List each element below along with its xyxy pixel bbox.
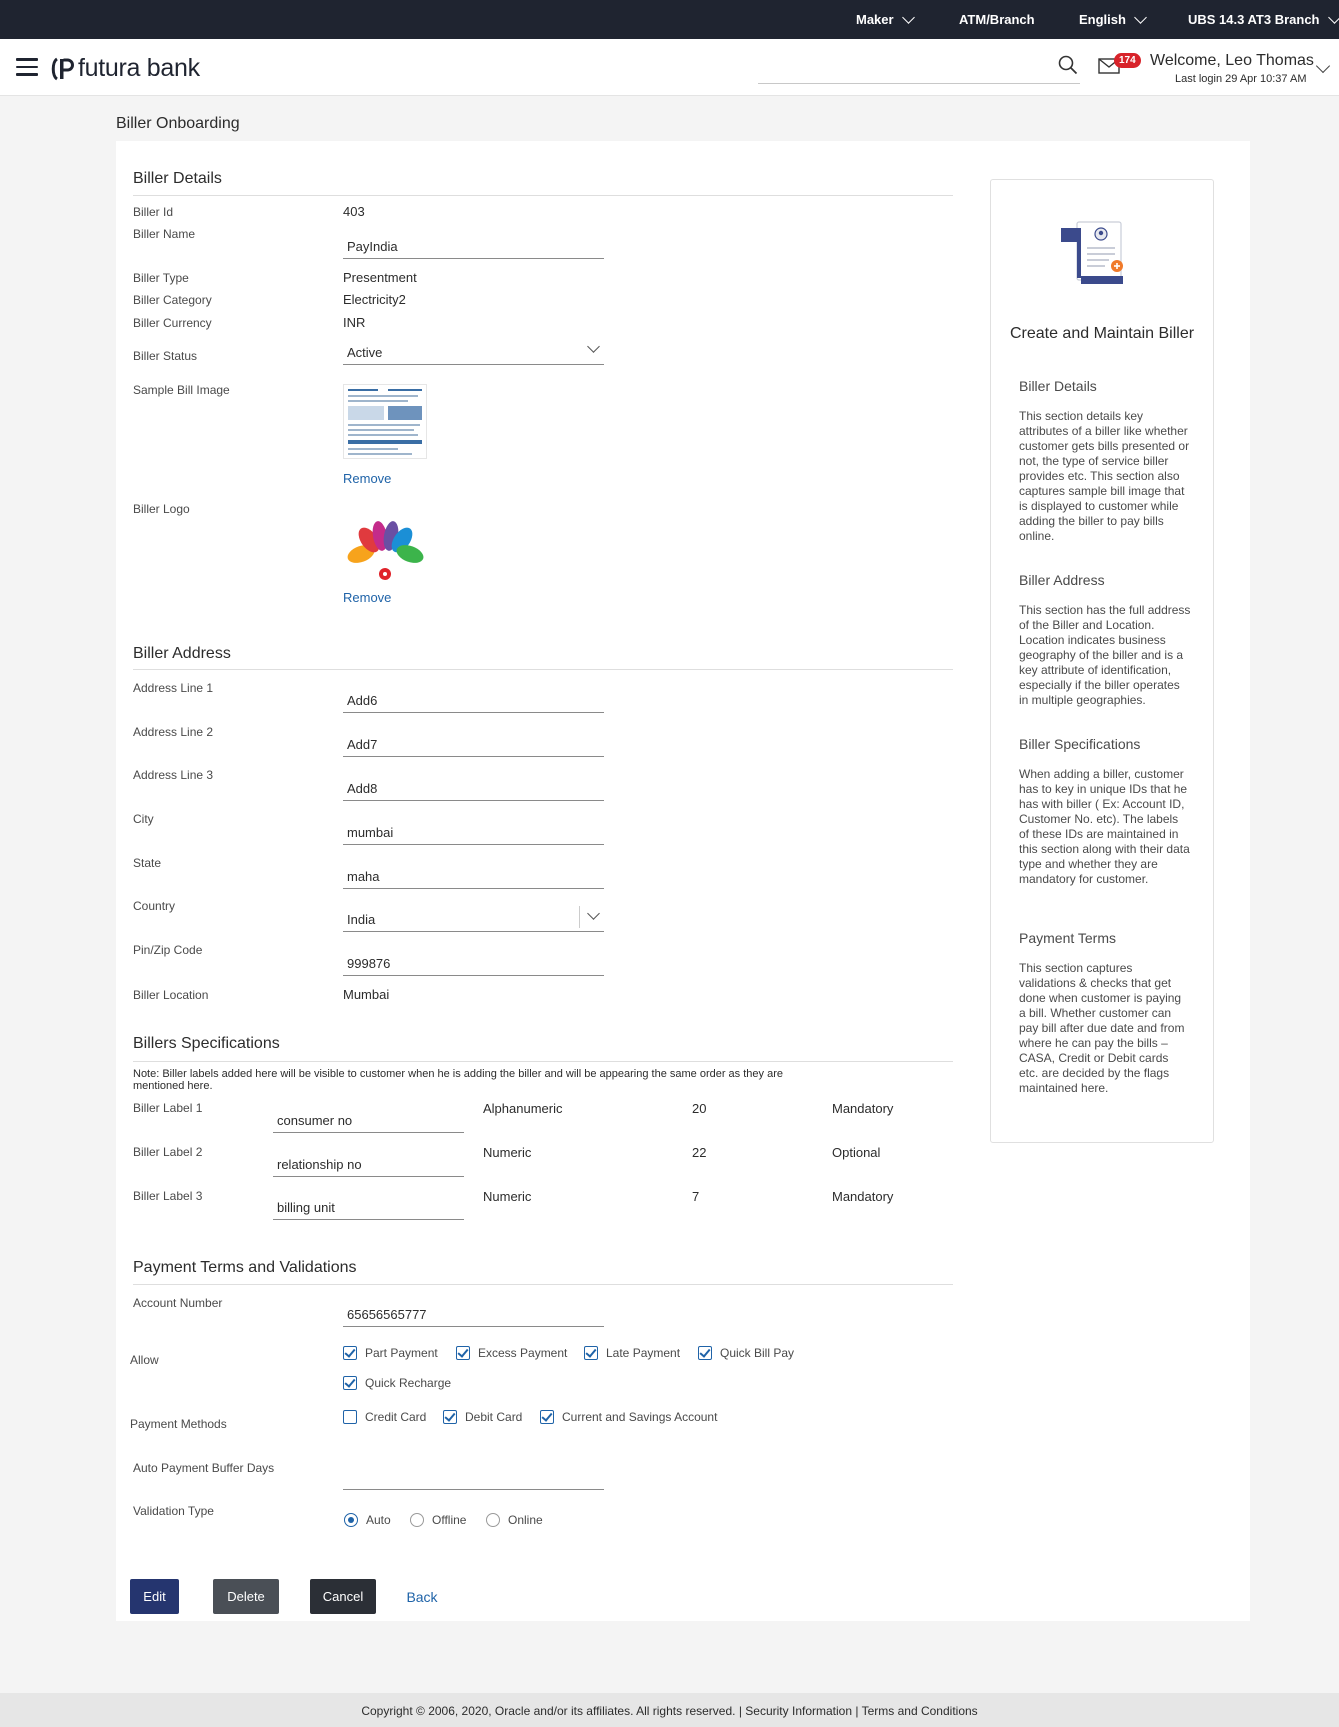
welcome-text: Welcome, Leo Thomas xyxy=(1150,52,1314,69)
casa-label: Current and Savings Account xyxy=(562,1410,718,1424)
futura-logo-icon xyxy=(50,56,74,82)
payment-methods-label: Payment Methods xyxy=(130,1417,227,1431)
biller-status-label: Biller Status xyxy=(133,349,198,363)
chevron-down-icon xyxy=(587,340,600,353)
select-separator xyxy=(579,906,580,928)
biller-type-label: Biller Type xyxy=(133,271,189,285)
biller-label-3-field[interactable]: billing unit xyxy=(273,1188,464,1220)
address-line2-label: Address Line 2 xyxy=(133,725,214,739)
branch-dropdown[interactable] xyxy=(1188,12,1339,27)
checkbox-checked-icon xyxy=(698,1346,712,1360)
buffer-days-label: Auto Payment Buffer Days xyxy=(133,1461,275,1475)
notification-badge: 174 xyxy=(1114,53,1141,68)
casa-checkbox[interactable] xyxy=(540,1410,717,1424)
late-payment-label: Late Payment xyxy=(606,1346,681,1360)
divider xyxy=(133,669,953,670)
specifications-title: Billers Specifications xyxy=(133,1035,280,1052)
validation-auto-label: Auto xyxy=(366,1513,391,1527)
quick-recharge-checkbox[interactable] xyxy=(343,1376,451,1390)
language-dropdown[interactable] xyxy=(1079,12,1145,27)
edit-button[interactable]: Edit xyxy=(130,1579,179,1614)
biller-category-value: Electricity2 xyxy=(343,292,406,307)
biller-label-3-label: Biller Label 3 xyxy=(133,1189,203,1203)
delete-button[interactable]: Delete xyxy=(213,1579,279,1614)
country-label: Country xyxy=(133,899,176,913)
country-select[interactable] xyxy=(343,900,604,932)
biller-logo-image xyxy=(345,518,425,582)
chevron-down-icon xyxy=(1328,11,1339,24)
search-icon[interactable] xyxy=(1058,55,1078,75)
menu-icon[interactable] xyxy=(16,58,38,76)
biller-name-field[interactable]: PayIndia xyxy=(343,227,604,259)
chevron-down-icon[interactable] xyxy=(1316,59,1330,73)
divider xyxy=(133,1284,953,1285)
biller-label-3-length: 7 xyxy=(692,1189,700,1204)
copyright-text: Copyright © 2006, 2020, Oracle and/or its affiliates. All rights reserved. xyxy=(361,1704,736,1718)
address-line1-label: Address Line 1 xyxy=(133,681,214,695)
validation-online-radio[interactable] xyxy=(486,1513,543,1527)
sample-bill-image xyxy=(343,384,427,459)
help-biller-details-title: Biller Details xyxy=(1019,378,1097,394)
excess-payment-label: Excess Payment xyxy=(478,1346,568,1360)
help-biller-details-text: This section details key attributes of a biller like whether customer gets bills presented or not, the type of service biller provides etc. This section also captures sample bill image that is displayed to customer while adding the biller to pay bills online. xyxy=(1019,409,1190,543)
biller-currency-label: Biller Currency xyxy=(133,316,212,330)
remove-logo-link[interactable]: Remove xyxy=(343,590,392,605)
country-value: India xyxy=(347,912,376,927)
checkbox-checked-icon xyxy=(343,1346,357,1360)
validation-online-label: Online xyxy=(508,1513,543,1527)
allow-label: Allow xyxy=(130,1353,159,1367)
language-label: English xyxy=(1079,12,1126,27)
page-title: Biller Onboarding xyxy=(116,115,240,132)
part-payment-label: Part Payment xyxy=(365,1346,438,1360)
header xyxy=(0,39,1339,96)
address-line3-field[interactable]: Add8 xyxy=(343,769,604,801)
help-payment-terms-text: This section captures validations & checks that get done when customer is paying a bill. Whether customer can pay bill after due date and from where he can pay the bills – CASA, Credit or Debit cards etc. are decided by the flags maintained here. xyxy=(1019,961,1185,1095)
help-biller-address-title: Biller Address xyxy=(1019,572,1105,588)
biller-label-3-type: Numeric xyxy=(483,1189,532,1204)
document-user-icon xyxy=(1059,218,1133,288)
biller-label-1-label: Biller Label 1 xyxy=(133,1101,203,1115)
checkbox-checked-icon xyxy=(443,1410,457,1424)
specifications-note: Note: Biller labels added here will be visible to customer when he is adding the biller and will be appearing the same order as they are mentioned here. xyxy=(133,1068,783,1092)
pin-label: Pin/Zip Code xyxy=(133,943,203,957)
biller-label-1-requirement: Mandatory xyxy=(832,1101,894,1116)
search-underline xyxy=(758,83,1080,84)
biller-label-1-field[interactable]: consumer no xyxy=(273,1101,464,1133)
terms-conditions-link[interactable]: Terms and Conditions xyxy=(861,1704,978,1718)
branch-label: UBS 14.3 AT3 Branch xyxy=(1188,12,1320,27)
debit-card-label: Debit Card xyxy=(465,1410,523,1424)
help-title: Create and Maintain Biller xyxy=(1009,325,1195,342)
buffer-days-field[interactable] xyxy=(343,1458,604,1490)
quick-bill-pay-label: Quick Bill Pay xyxy=(720,1346,795,1360)
biller-label-2-length: 22 xyxy=(692,1145,707,1160)
radio-unselected-icon xyxy=(410,1513,424,1527)
bank-logo[interactable] xyxy=(50,54,200,83)
quick-bill-pay-checkbox[interactable] xyxy=(698,1346,794,1360)
chevron-down-icon xyxy=(902,11,915,24)
city-label: City xyxy=(133,812,154,826)
checkbox-checked-icon xyxy=(584,1346,598,1360)
validation-auto-radio[interactable] xyxy=(344,1513,391,1527)
footer-separator: | xyxy=(738,1704,742,1718)
biller-label-2-type: Numeric xyxy=(483,1145,532,1160)
role-dropdown[interactable] xyxy=(856,12,913,27)
state-label: State xyxy=(133,856,162,870)
biller-label-2-field[interactable]: relationship no xyxy=(273,1145,464,1177)
remove-bill-image-link[interactable]: Remove xyxy=(343,471,392,486)
role-label: Maker xyxy=(856,12,894,27)
biller-address-title: Biller Address xyxy=(133,645,231,662)
atm-branch-link[interactable] xyxy=(959,12,1035,27)
validation-offline-label: Offline xyxy=(432,1513,467,1527)
chevron-down-icon xyxy=(1134,11,1147,24)
quick-recharge-label: Quick Recharge xyxy=(365,1376,452,1390)
biller-status-value: Active xyxy=(347,345,383,360)
account-number-label: Account Number xyxy=(133,1296,223,1310)
checkbox-checked-icon xyxy=(343,1376,357,1390)
state-field[interactable]: maha xyxy=(343,857,604,889)
validation-type-label: Validation Type xyxy=(133,1504,214,1518)
chevron-down-icon xyxy=(587,907,600,920)
credit-card-checkbox[interactable] xyxy=(343,1410,426,1424)
debit-card-checkbox[interactable] xyxy=(443,1410,522,1424)
radio-unselected-icon xyxy=(486,1513,500,1527)
help-panel xyxy=(990,179,1214,1143)
payment-terms-title: Payment Terms and Validations xyxy=(133,1259,357,1276)
biller-id-label: Biller Id xyxy=(133,205,174,219)
checkbox-checked-icon xyxy=(540,1410,554,1424)
address-line1-field[interactable]: Add6 xyxy=(343,681,604,713)
excess-payment-checkbox[interactable] xyxy=(456,1346,567,1360)
help-payment-terms-title: Payment Terms xyxy=(1019,930,1116,946)
help-biller-specifications-title: Biller Specifications xyxy=(1019,736,1141,752)
last-login-text: Last login 29 Apr 10:37 AM xyxy=(1175,73,1307,85)
back-link[interactable]: Back xyxy=(406,1588,438,1605)
help-biller-specifications-text: When adding a biller, customer has to key in unique IDs that he has with biller ( Ex: Account ID, Customer No. etc). The labels of these IDs are maintained in this section along with their data type and whether they are mandatory for customer. xyxy=(1019,767,1190,886)
divider xyxy=(133,1061,953,1062)
part-payment-checkbox[interactable] xyxy=(343,1346,438,1360)
city-field[interactable]: mumbai xyxy=(343,813,604,845)
biller-location-value: Mumbai xyxy=(343,987,390,1002)
atm-branch-label: ATM/Branch xyxy=(959,12,1035,27)
credit-card-label: Credit Card xyxy=(365,1410,427,1424)
divider xyxy=(133,195,953,196)
logo-text: futura bank xyxy=(78,54,200,82)
help-biller-address-text: This section has the full address of the Biller and Location. Location indicates business geography of the biller and is a key attribute of identification, especially if the biller operates in multiple geographies. xyxy=(1019,603,1191,707)
cancel-button[interactable]: Cancel xyxy=(310,1579,376,1614)
biller-label-3-requirement: Mandatory xyxy=(832,1189,894,1204)
biller-details-title: Biller Details xyxy=(133,170,222,187)
checkbox-checked-icon xyxy=(456,1346,470,1360)
radio-selected-icon xyxy=(344,1513,358,1527)
biller-location-label: Biller Location xyxy=(133,988,209,1002)
sample-bill-image-label: Sample Bill Image xyxy=(133,383,230,397)
biller-id-value: 403 xyxy=(343,204,365,219)
validation-offline-radio[interactable] xyxy=(410,1513,466,1527)
security-information-link[interactable]: Security Information xyxy=(745,1704,853,1718)
biller-label-1-length: 20 xyxy=(692,1101,707,1116)
pin-field[interactable]: 999876 xyxy=(343,944,604,976)
late-payment-checkbox[interactable] xyxy=(584,1346,680,1360)
address-line2-field[interactable]: Add7 xyxy=(343,725,604,757)
biller-label-2-requirement: Optional xyxy=(832,1145,881,1160)
footer xyxy=(0,1693,1339,1727)
footer-separator: | xyxy=(855,1704,859,1718)
biller-currency-value: INR xyxy=(343,315,366,330)
address-line3-label: Address Line 3 xyxy=(133,768,214,782)
account-number-field[interactable]: 65656565777 xyxy=(343,1295,604,1327)
biller-label-2-label: Biller Label 2 xyxy=(133,1145,203,1159)
biller-logo-label: Biller Logo xyxy=(133,502,190,516)
biller-label-1-type: Alphanumeric xyxy=(483,1101,563,1116)
top-bar xyxy=(0,0,1339,39)
checkbox-unchecked-icon xyxy=(343,1410,357,1424)
biller-name-label: Biller Name xyxy=(133,227,196,241)
biller-category-label: Biller Category xyxy=(133,293,212,307)
biller-status-select[interactable] xyxy=(343,333,604,365)
biller-type-value: Presentment xyxy=(343,270,417,285)
